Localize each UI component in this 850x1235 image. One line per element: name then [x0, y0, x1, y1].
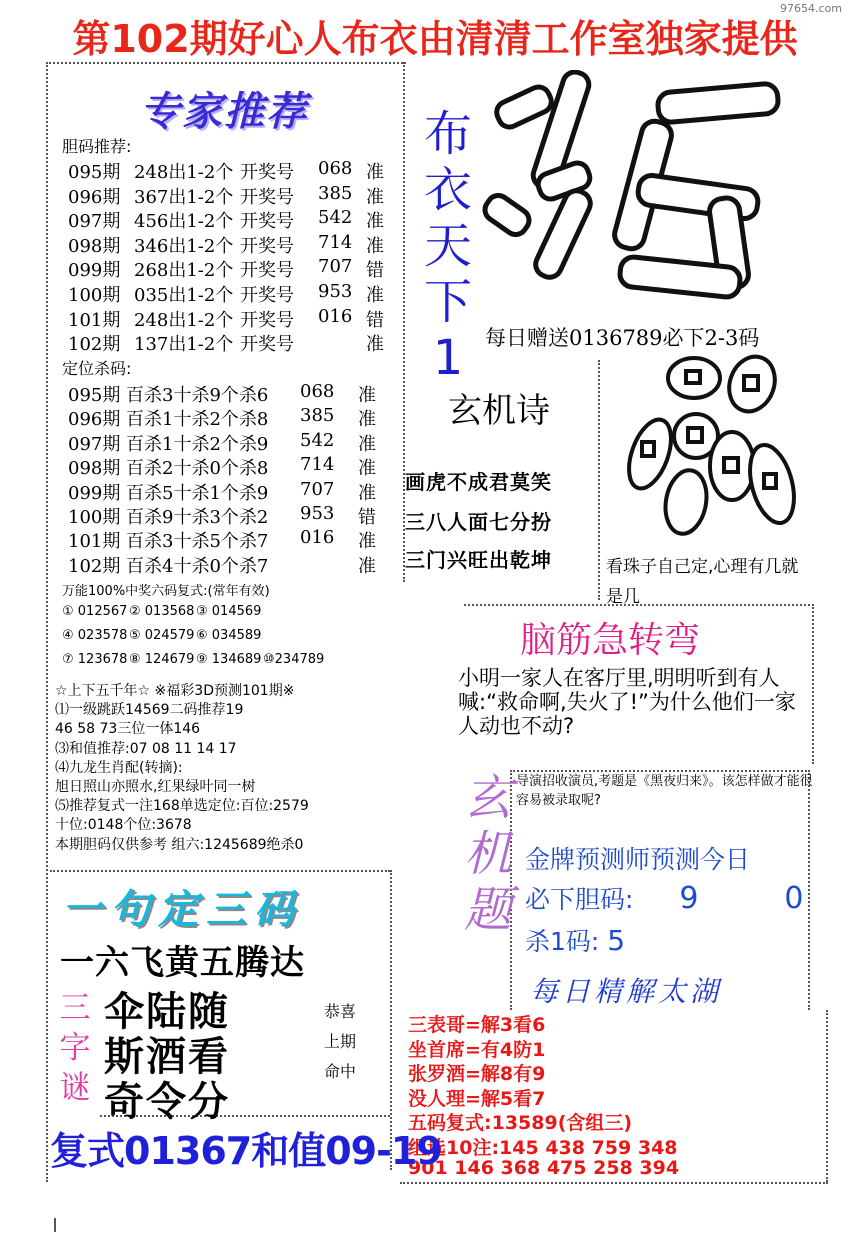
digit-3-top — [493, 83, 555, 130]
dan-open-label: 开奖号 — [240, 334, 294, 356]
kill-pick: 百杀9十杀3个杀2 — [126, 507, 269, 528]
gold-dan — [525, 880, 803, 916]
frame-left — [46, 62, 48, 1182]
kill-number: 714 — [300, 454, 335, 476]
taihu-line: 三表哥=解3看6 — [408, 1014, 546, 1036]
dan-pick: 346出1-2个 — [134, 235, 234, 257]
dan-open-label: 开奖号 — [240, 285, 294, 306]
kill-period: 097期 — [68, 433, 121, 455]
fc3d-line: ⑴一级跳跃14569二码推荐19 — [55, 702, 244, 719]
buyi-title — [418, 106, 478, 386]
congrats-label — [320, 997, 360, 1087]
sanzi-label-char: 谜 — [59, 1070, 91, 1106]
taihu-line: 没人理=解5看7 — [408, 1087, 546, 1110]
gold-title: 金牌预测师预测今日 — [525, 845, 751, 874]
dan-period: 098期 — [68, 235, 121, 257]
dan-open-label: 开奖号 — [240, 211, 294, 233]
kill-period: 098期 — [68, 458, 121, 480]
combo-item: ④ 023578 — [62, 628, 128, 643]
big-36-icon — [478, 70, 808, 318]
poem-line: 画虎不成君莫笑 — [405, 470, 552, 494]
dan-pick: 248出1-2个 — [134, 309, 234, 331]
page-title: 第102期好心人布衣由清清工作室独家提供 — [72, 17, 798, 61]
kill-number: 385 — [300, 405, 335, 427]
xuanji-ti-char: 机 — [463, 826, 512, 882]
congrats-line: 上期 — [323, 1032, 356, 1051]
xuanji-ti-char: 题 — [463, 882, 512, 938]
xuanji-ti-question: 导演招收演员,考题是《黑夜归来》。该怎样做才能很容易被录取呢? — [516, 774, 813, 808]
frame-taihu-right — [826, 1010, 828, 1182]
kill-pick: 百杀1十杀2个杀9 — [126, 433, 269, 455]
combo-label: 万能100%中奖六码复式:(常年有效) — [62, 584, 270, 599]
congrats-line: 命中 — [323, 1062, 356, 1081]
kill-pick: 百杀3十杀5个杀7 — [126, 531, 269, 553]
xuanji-ti-char: 玄 — [463, 770, 512, 826]
kill-result: 准 — [358, 409, 376, 431]
sanzi-line: 伞陆随 — [104, 988, 230, 1035]
site-mark: 97654.com — [780, 2, 842, 15]
combo-item: ③ 014569 — [196, 604, 262, 619]
yiju-phrase: 一六飞黄五腾达 — [60, 943, 305, 983]
taihu-line: 五码复式:13589(含组三) — [408, 1112, 633, 1134]
poem-line: 三门兴旺出乾坤 — [405, 548, 552, 572]
dan-number: 953 — [318, 281, 353, 302]
kill-pick: 百杀4十杀0个杀7 — [126, 555, 269, 577]
fc3d-line: ☆上下五千年☆ ※福彩3D预测101期※ — [55, 683, 295, 699]
kill-pick: 百杀5十杀1个杀9 — [126, 482, 269, 504]
fc3d-line: 46 58 73三位一体146 — [55, 721, 201, 738]
dan-pick: 035出1-2个 — [134, 285, 234, 306]
frame-yiju-top — [50, 870, 390, 872]
frame-mid — [403, 62, 405, 582]
fushi-text: 复式01367和值09-19 — [50, 1129, 442, 1173]
combo-item: ② 013568 — [129, 604, 195, 619]
dan-number: 385 — [318, 182, 353, 204]
kill-pick: 百杀3十杀9个杀6 — [126, 385, 269, 406]
kill-period: 095期 — [68, 385, 121, 406]
expert-title: 专家推荐 — [140, 89, 308, 135]
dan-pick: 456出1-2个 — [134, 211, 234, 233]
dan-number: 707 — [318, 256, 353, 278]
kill-period: 096期 — [68, 409, 121, 431]
dan-open-label: 开奖号 — [240, 260, 294, 282]
taihu-line: 组选10注:145 438 759 348 — [408, 1136, 678, 1159]
dan-period: 100期 — [68, 285, 121, 306]
buyi-char: 1 — [432, 330, 464, 386]
taihu-line: 901 146 368 475 258 394 — [408, 1157, 680, 1179]
sanzi-label-char: 三 — [59, 990, 91, 1026]
kill-period: 099期 — [68, 482, 121, 504]
kill-pick: 百杀2十杀0个杀8 — [126, 458, 269, 480]
dan-result: 准 — [366, 162, 384, 183]
dan-open-label: 开奖号 — [240, 186, 294, 208]
gold-dan-b: 0 — [784, 881, 804, 916]
fc3d-line: ⑸推荐复式一注168单选定位:百位:2579 — [55, 798, 309, 815]
gold-kill-label: 杀1码: — [525, 927, 600, 956]
poem-line: 三八人面七分扮 — [405, 510, 552, 534]
dan-result: 准 — [366, 186, 384, 208]
dan-result: 准 — [366, 334, 384, 356]
dan-result: 错 — [366, 260, 384, 282]
dan-number: 016 — [318, 305, 353, 327]
fc3d-line: 本期胆码仅供参考 组六:1245689绝杀0 — [55, 836, 304, 853]
dan-open-label: 开奖号 — [240, 235, 294, 257]
combo-item: ⑧ 124679 — [129, 652, 195, 667]
dan-pick: 248出1-2个 — [134, 162, 234, 183]
kill-period: 101期 — [68, 531, 121, 553]
buyi-char: 衣 — [423, 162, 472, 218]
combo-item: ⑦ 123678 — [62, 652, 128, 667]
sanzi-label-char: 字 — [59, 1030, 91, 1066]
taihu-line: 张罗酒=解8有9 — [408, 1063, 546, 1085]
combo-item: ① 012567 — [62, 604, 128, 619]
gold-dan-a: 9 — [679, 881, 699, 916]
kill-number: 707 — [300, 478, 335, 500]
dan-pick: 268出1-2个 — [134, 260, 234, 282]
dan-period: 102期 — [68, 334, 121, 356]
fc3d-line: 十位:0148个位:3678 — [55, 817, 192, 834]
kill-result: 准 — [358, 458, 376, 480]
frame-coins-left — [598, 360, 600, 600]
riddle-text: 小明一家人在客厅里,明明听到有人喊:“救命啊,失火了!”为什么他们一家人动也不动? — [458, 666, 796, 738]
kill-number: 542 — [300, 429, 335, 451]
fc3d-line: ⑶和值推荐:07 08 11 14 17 — [55, 740, 237, 757]
dan-label: 胆码推荐: — [62, 137, 132, 156]
dan-result: 准 — [366, 211, 384, 233]
buyi-char: 下 — [423, 274, 472, 330]
yiju-title: 一句定三码 — [62, 887, 302, 933]
sanzi-label — [56, 988, 94, 1108]
fc3d-line: 旭日照山亦照水,红果绿叶同一树 — [55, 779, 256, 795]
buyi-char: 天 — [423, 218, 472, 274]
sanzi-line: 奇令分 — [104, 1078, 230, 1125]
kill-number: 068 — [300, 381, 335, 402]
bead-note: 看珠子自己定,心理有几就是几 — [606, 557, 799, 607]
taihu-line: 坐首席=有4防1 — [408, 1038, 546, 1061]
gold-kill — [525, 922, 625, 958]
dan-number: 542 — [318, 207, 353, 229]
fc3d-line: ⑷九龙生肖配(转摘): — [55, 759, 183, 776]
dan-open-label: 开奖号 — [240, 162, 294, 183]
kill-pick: 百杀1十杀2个杀8 — [126, 409, 269, 431]
gold-kill-value: 5 — [607, 924, 626, 957]
kill-result: 准 — [358, 531, 376, 553]
kill-result: 准 — [358, 482, 376, 504]
dan-period: 097期 — [68, 211, 121, 233]
kill-result: 准 — [358, 433, 376, 455]
dan-period: 095期 — [68, 162, 121, 183]
dan-period: 096期 — [68, 186, 121, 208]
kill-number: 016 — [300, 527, 335, 549]
frame-bottom — [400, 1182, 828, 1184]
xuanji-ti-label — [458, 770, 518, 938]
dan-number: 714 — [318, 231, 353, 253]
kill-period: 100期 — [68, 507, 121, 528]
kill-result: 准 — [358, 555, 376, 577]
gold-dan-label: 必下胆码: — [525, 885, 634, 914]
kill-period: 102期 — [68, 555, 121, 577]
frame-riddle-right — [812, 604, 814, 764]
combo-item: ⑥ 034589 — [196, 628, 262, 643]
riddle-title: 脑筋急转弯 — [520, 620, 701, 661]
poem-title: 玄机诗 — [448, 391, 550, 431]
combo-item: ⑨ 134689 — [196, 652, 262, 667]
dan-result: 准 — [366, 285, 384, 306]
coins-icon — [604, 354, 804, 546]
dan-period: 101期 — [68, 309, 121, 331]
kill-result: 错 — [358, 507, 376, 528]
dan-pick: 367出1-2个 — [134, 186, 234, 208]
page-mark — [54, 1218, 56, 1232]
kill-number: 953 — [300, 503, 335, 524]
kill-label: 定位杀码: — [62, 359, 132, 378]
dan-number: 068 — [318, 158, 353, 179]
congrats-line: 恭喜 — [323, 1002, 356, 1021]
dan-pick: 137出1-2个 — [134, 334, 234, 356]
sanzi-line: 斯酒看 — [104, 1033, 230, 1080]
combo-item: ⑤ 024579 — [129, 628, 195, 643]
combo-item: ⑩234789 — [263, 652, 325, 667]
dan-period: 099期 — [68, 260, 121, 282]
dan-result: 错 — [366, 309, 384, 331]
taihu-title: 每日精解太湖 — [530, 975, 723, 1008]
kill-result: 准 — [358, 385, 376, 406]
dan-open-label: 开奖号 — [240, 309, 294, 331]
daily-gift-text: 每日赠送0136789必下2-3码 — [485, 326, 760, 350]
dan-result: 准 — [366, 235, 384, 257]
buyi-char: 布 — [423, 106, 472, 162]
